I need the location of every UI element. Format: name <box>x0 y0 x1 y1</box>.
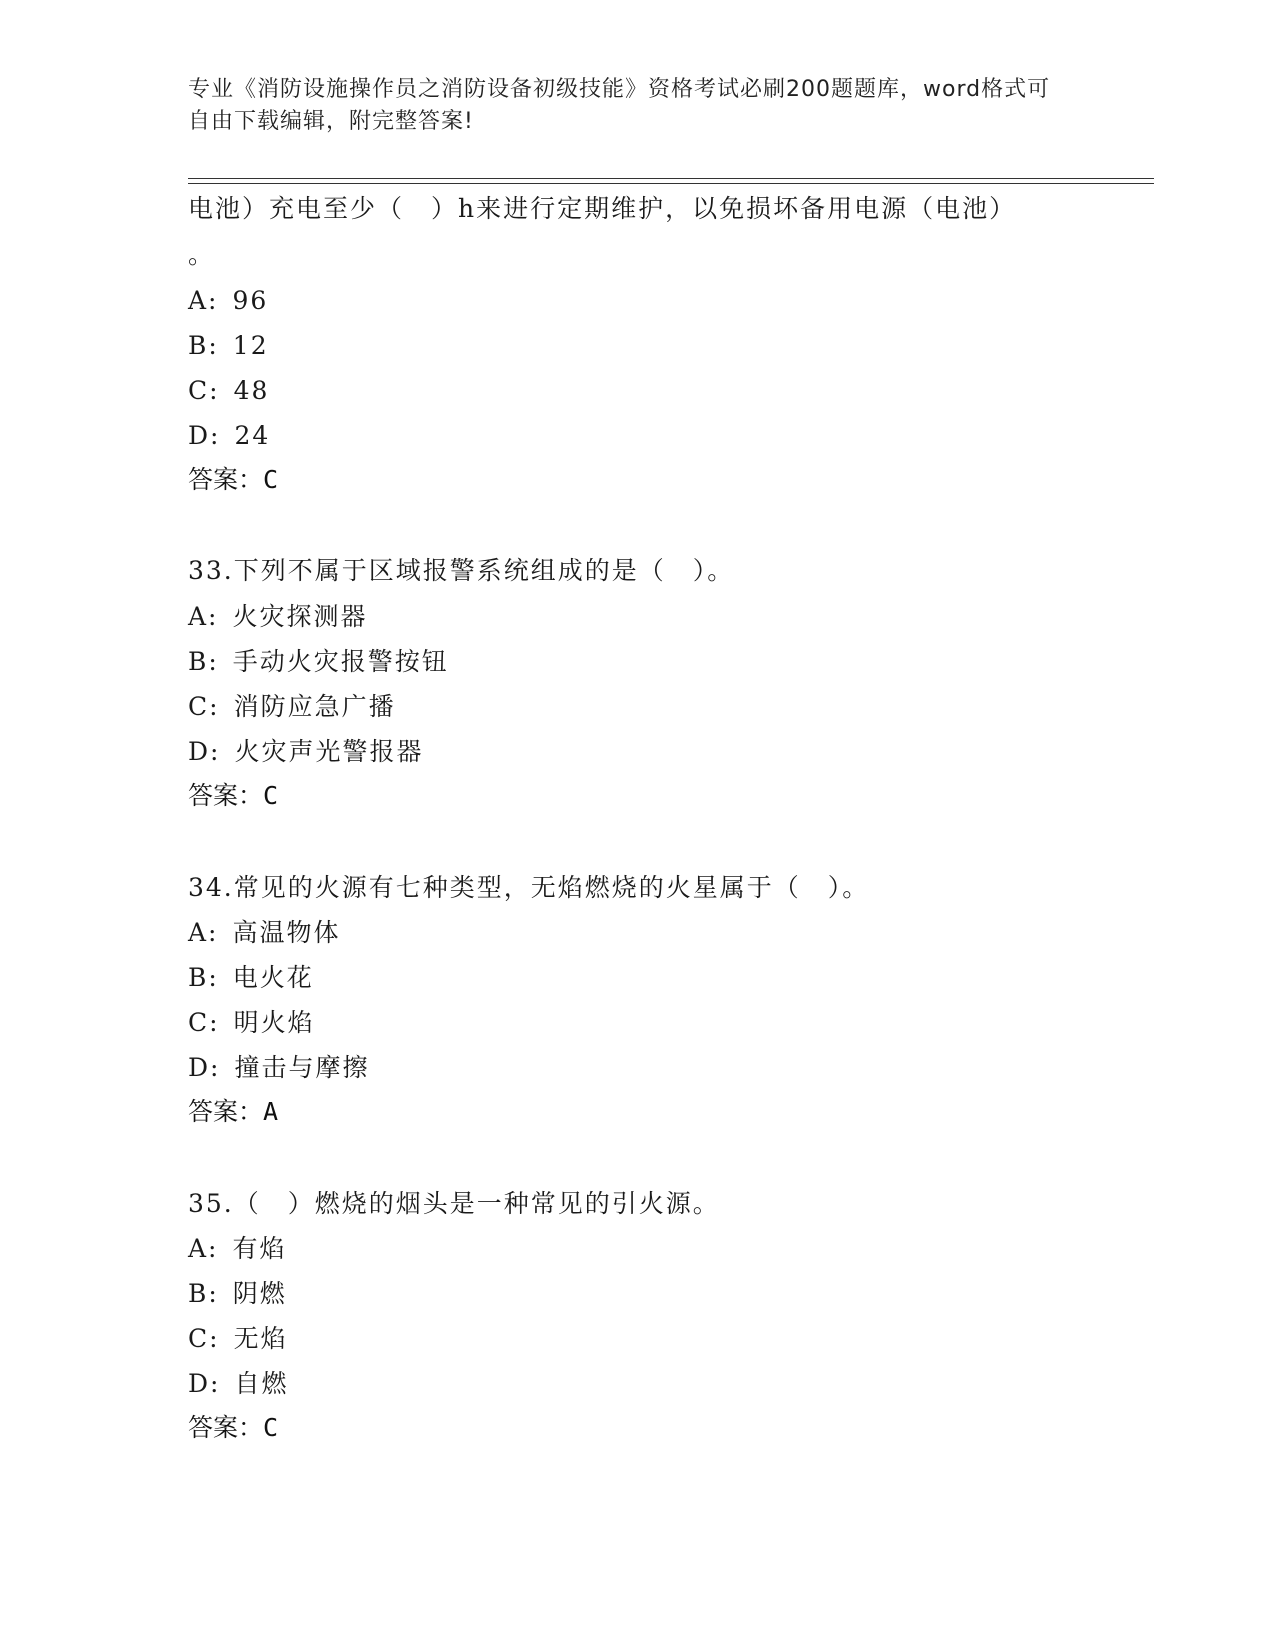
option-letter: B: <box>188 1279 219 1308</box>
option-a <box>188 602 368 632</box>
option-text: 手动火灾报警按钮 <box>232 647 449 676</box>
header-divider-bottom <box>188 183 1154 184</box>
page-header: 专业《消防设施操作员之消防设备初级技能》资格考试必刷200题题库，word格式可自由下载编辑，附完整答案! <box>188 77 1051 134</box>
option-letter: C: <box>188 1324 220 1353</box>
question-stem: 35.（ ）燃烧的烟头是一种常见的引火源。 <box>188 1189 720 1218</box>
option-d <box>188 737 423 767</box>
option-text: 12 <box>232 331 269 360</box>
option-letter: D: <box>188 421 221 450</box>
option-c <box>188 376 269 406</box>
option-text: 高温物体 <box>232 918 341 947</box>
option-letter: D: <box>188 1053 221 1082</box>
option-c <box>188 1008 315 1038</box>
option-letter: C: <box>188 692 220 721</box>
option-letter: A: <box>188 1234 219 1263</box>
answer-line: 答案：C <box>188 781 279 810</box>
option-letter: A: <box>188 918 219 947</box>
option-d <box>188 421 270 451</box>
option-a <box>188 918 341 948</box>
question-stem-continued-end: 。 <box>188 240 216 269</box>
option-text: 48 <box>233 376 270 405</box>
option-text: 自燃 <box>234 1369 289 1398</box>
option-text: 火灾探测器 <box>232 602 368 631</box>
question-stem-continued: 电池）充电至少（ ）h来进行定期维护，以免损坏备用电源（电池） <box>188 194 1017 223</box>
option-letter: A: <box>188 602 219 631</box>
option-text: 明火焰 <box>233 1008 315 1037</box>
option-letter: B: <box>188 963 219 992</box>
option-letter: C: <box>188 376 220 405</box>
option-text: 电火花 <box>232 963 314 992</box>
option-d <box>188 1369 288 1399</box>
option-text: 无焰 <box>233 1324 288 1353</box>
option-a <box>188 286 268 316</box>
option-b <box>188 331 269 361</box>
option-letter: D: <box>188 737 221 766</box>
option-text: 96 <box>232 286 269 315</box>
option-a <box>188 1234 287 1264</box>
option-text: 有焰 <box>232 1234 287 1263</box>
question-stem: 34.常见的火源有七种类型，无焰燃烧的火星属于（ ）。 <box>188 873 870 902</box>
option-b <box>188 1279 287 1309</box>
answer-line: 答案：C <box>188 465 279 494</box>
option-text: 消防应急广播 <box>233 692 396 721</box>
option-letter: B: <box>188 647 219 676</box>
option-text: 阴燃 <box>232 1279 287 1308</box>
option-letter: A: <box>188 286 219 315</box>
question-stem: 33.下列不属于区域报警系统组成的是（ ）。 <box>188 556 735 585</box>
option-letter: C: <box>188 1008 220 1037</box>
answer-line: 答案：A <box>188 1097 279 1126</box>
option-b <box>188 963 314 993</box>
option-c <box>188 1324 288 1354</box>
option-text: 24 <box>234 421 271 450</box>
answer-line: 答案：C <box>188 1413 279 1442</box>
option-letter: D: <box>188 1369 221 1398</box>
header-divider-top <box>188 178 1154 179</box>
option-d <box>188 1053 369 1083</box>
option-c <box>188 692 396 722</box>
option-b <box>188 647 449 677</box>
option-letter: B: <box>188 331 219 360</box>
option-text: 火灾声光警报器 <box>234 737 424 766</box>
option-text: 撞击与摩擦 <box>234 1053 370 1082</box>
